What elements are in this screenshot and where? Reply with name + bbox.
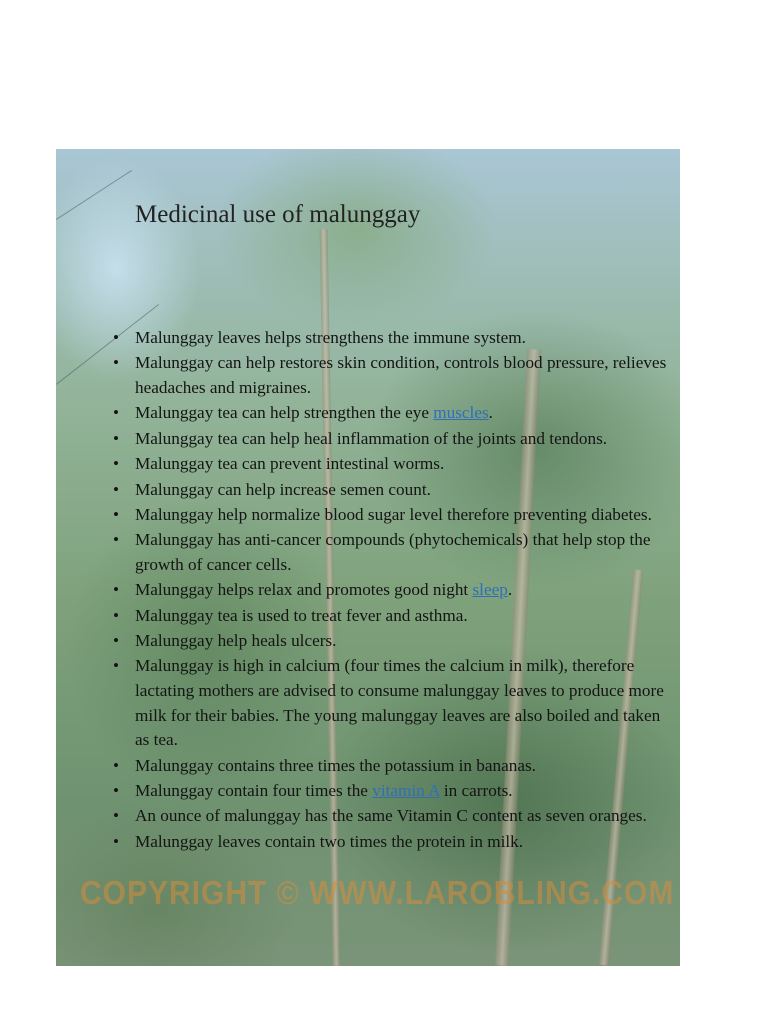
list-item: [113, 503, 675, 528]
bullet-icon: •: [113, 479, 120, 499]
bullet-icon: •: [113, 328, 120, 347]
item-text: Malunggay is high in calcium (four times the calcium in milk), therefore lactating mothers are advised to consume malunggay leaves to produce more milk for their babies. The young malunggay leaves are also boiled and taken as tea.: [135, 656, 664, 750]
item-text: An ounce of malunggay has the same Vitamin C content as seven oranges.: [135, 806, 647, 826]
bullet-icon: •: [113, 530, 120, 550]
list-item: [113, 326, 675, 351]
item-text: Malunggay can help increase semen count.: [135, 479, 431, 499]
list-item: [113, 830, 675, 855]
item-text: Malunggay tea can prevent intestinal worms.: [135, 454, 445, 474]
bullet-icon: •: [113, 428, 120, 448]
list-item: [113, 478, 675, 503]
item-text: Malunggay help normalize blood sugar level therefore preventing diabetes.: [135, 504, 652, 524]
bullet-icon: •: [113, 781, 120, 801]
copyright-watermark: COPYRIGHT © WWW.LAROBLING.COM: [80, 875, 675, 912]
item-text: Malunggay leaves contain two times the protein in milk.: [135, 831, 524, 851]
list-item: [113, 401, 675, 426]
list-item: [113, 654, 675, 752]
item-text: Malunggay tea is used to treat fever and asthma.: [135, 605, 468, 625]
bullet-icon: •: [113, 403, 120, 423]
list-item: [113, 528, 675, 577]
list-item: [113, 629, 675, 654]
item-link[interactable]: vitamin A: [372, 781, 440, 801]
item-text: Malunggay leaves helps strengthens the immune system.: [135, 328, 526, 347]
list-item: [113, 427, 675, 452]
item-text-end: .: [507, 580, 513, 600]
bullet-icon: •: [113, 656, 120, 676]
bullet-icon: •: [113, 580, 120, 600]
slide-title: Medicinal use of malunggay: [135, 201, 421, 228]
bullet-icon: •: [113, 353, 120, 373]
bullet-icon: •: [113, 631, 120, 651]
benefits-list: [113, 326, 675, 855]
item-text: Malunggay tea can help heal inflammation of the joints and tendons.: [135, 428, 608, 448]
power-line: [56, 170, 132, 220]
list-item: [113, 604, 675, 629]
item-text: Malunggay tea can help strengthen the eye: [135, 403, 434, 423]
item-text: Malunggay help heals ulcers.: [135, 631, 337, 651]
bullet-icon: •: [113, 806, 120, 826]
bullet-icon: •: [113, 755, 120, 775]
list-item: [113, 452, 675, 477]
list-item: [113, 351, 675, 400]
item-text: Malunggay can help restores skin condition, controls blood pressure, relieves headaches and migraines.: [135, 353, 667, 397]
list-item: [113, 804, 675, 829]
bullet-icon: •: [113, 504, 120, 524]
item-text-end: .: [488, 403, 493, 423]
item-text: Malunggay contain four times the: [135, 781, 373, 801]
list-item: [113, 779, 675, 804]
item-text: Malunggay helps relax and promotes good night: [135, 580, 473, 600]
slide: [56, 149, 680, 966]
bullet-icon: •: [113, 605, 120, 625]
bullet-icon: •: [113, 831, 120, 851]
item-link[interactable]: sleep: [472, 580, 508, 600]
item-text: Malunggay contains three times the potassium in bananas.: [135, 755, 536, 775]
item-text-end: in carrots.: [439, 781, 513, 801]
list-item: [113, 578, 675, 603]
list-item: [113, 754, 675, 779]
bullet-icon: •: [113, 454, 120, 474]
item-text: Malunggay has anti-cancer compounds (phytochemicals) that help stop the growth of cancer cells.: [135, 530, 651, 574]
item-link[interactable]: muscles: [433, 403, 489, 423]
